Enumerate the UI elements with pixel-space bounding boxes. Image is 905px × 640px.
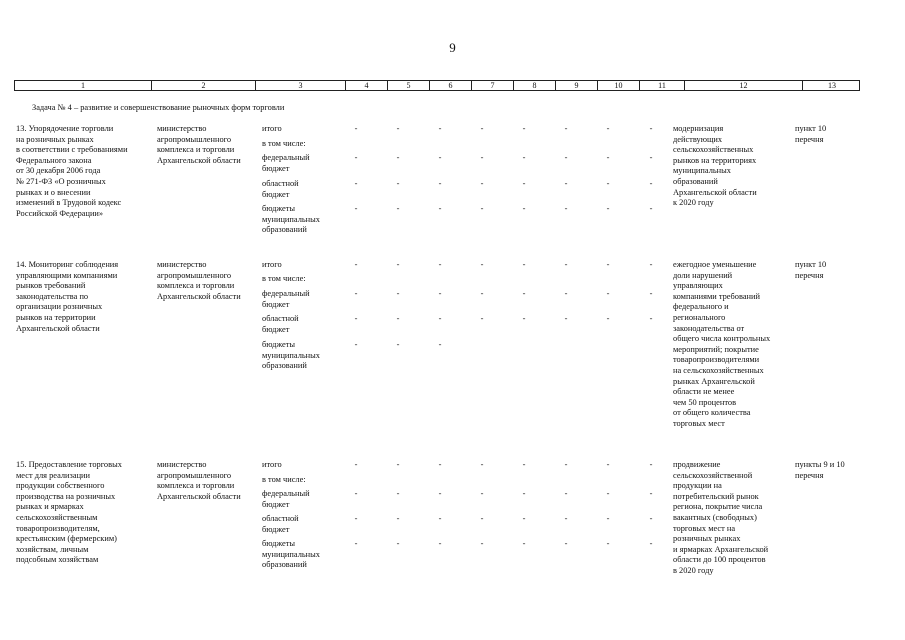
- dash-cell: -: [522, 124, 526, 133]
- dash-cell: -: [606, 539, 610, 548]
- dash-cell: -: [396, 489, 400, 498]
- dash-cell: -: [396, 289, 400, 298]
- dash-cell: -: [522, 314, 526, 323]
- dash-cell: -: [396, 539, 400, 548]
- row-14-source-municipal: бюджеты муниципальных образований: [262, 340, 320, 371]
- dash-cell: -: [354, 204, 358, 213]
- header-col-2: 2: [151, 81, 255, 90]
- dash-cell: -: [354, 179, 358, 188]
- header-col-10: 10: [597, 81, 639, 90]
- row-15-source-total: итого: [262, 460, 282, 469]
- header-col-8: 8: [513, 81, 555, 90]
- row-13-result: модернизация действующих сельскохозяйственных рынков на территориях муниципальных образований Архангельской области к 2020 году: [673, 124, 757, 208]
- row-14-executor: министерство агропромышленного комплекса и торговли Архангельской области: [157, 260, 241, 301]
- header-col-3: 3: [255, 81, 345, 90]
- header-col-13: 13: [802, 81, 861, 90]
- row-13-source-regional: областной бюджет: [262, 179, 299, 199]
- dash-cell: -: [649, 514, 653, 523]
- dash-cell: -: [522, 260, 526, 269]
- dash-cell: -: [438, 204, 442, 213]
- dash-cell: -: [649, 289, 653, 298]
- dash-cell: -: [354, 260, 358, 269]
- dash-cell: -: [480, 539, 484, 548]
- dash-cell: -: [522, 514, 526, 523]
- row-13-source-incl: в том числе:: [262, 139, 306, 148]
- dash-cell: -: [480, 260, 484, 269]
- row-13-source-total: итого: [262, 124, 282, 133]
- dash-cell: -: [649, 124, 653, 133]
- dash-cell: -: [649, 179, 653, 188]
- row-14-source-federal: федеральный бюджет: [262, 289, 310, 309]
- row-14-name: 14. Мониторинг соблюдения управляющими компаниями рынков требований законодательства по организации розничных рынков на территории Архангельской области: [16, 260, 119, 333]
- dash-cell: -: [606, 460, 610, 469]
- dash-cell: -: [649, 204, 653, 213]
- dash-cell: -: [480, 179, 484, 188]
- header-col-5: 5: [387, 81, 429, 90]
- dash-cell: -: [564, 460, 568, 469]
- row-13-executor: министерство агропромышленного комплекса и торговли Архангельской области: [157, 124, 241, 165]
- dash-cell: -: [396, 514, 400, 523]
- dash-cell: -: [354, 514, 358, 523]
- row-14-ref: пункт 10 перечня: [795, 260, 827, 280]
- dash-cell: -: [354, 460, 358, 469]
- header-col-7: 7: [471, 81, 513, 90]
- dash-cell: -: [606, 514, 610, 523]
- dash-cell: -: [522, 489, 526, 498]
- dash-cell: -: [438, 539, 442, 548]
- dash-cell: -: [396, 153, 400, 162]
- dash-cell: -: [564, 153, 568, 162]
- dash-cell: -: [564, 289, 568, 298]
- dash-cell: -: [606, 204, 610, 213]
- row-15-source-municipal: бюджеты муниципальных образований: [262, 539, 320, 570]
- row-14-result: ежегодное уменьшение доли нарушений управляющих компаниями требований федерального и регионального законодательства от общего числа контрольных мероприятий; покрытие товаропроизводителями на сельскохозяйственных рынках Архангельской области не менее чем 50 процентов от общего количества торговых мест: [673, 260, 771, 428]
- row-13-source-federal: федеральный бюджет: [262, 153, 310, 173]
- dash-cell: -: [522, 289, 526, 298]
- dash-cell: -: [396, 460, 400, 469]
- row-13-source-municipal: бюджеты муниципальных образований: [262, 204, 320, 235]
- dash-cell: -: [522, 204, 526, 213]
- dash-cell: -: [606, 489, 610, 498]
- dash-cell: -: [564, 514, 568, 523]
- dash-cell: -: [564, 204, 568, 213]
- dash-cell: -: [606, 289, 610, 298]
- dash-cell: -: [354, 153, 358, 162]
- dash-cell: -: [649, 539, 653, 548]
- dash-cell: -: [649, 153, 653, 162]
- dash-cell: -: [564, 489, 568, 498]
- dash-cell: -: [354, 124, 358, 133]
- dash-cell: -: [606, 314, 610, 323]
- row-15-name: 15. Предоставление торговых мест для реализации продукции собственного производства на розничных рынках и ярмарках сельскохозяйственным товаропроизводителям, крестьянским (фермерским) хозяйствам, личным подсобным хозяйствам: [16, 460, 122, 565]
- task-title: Задача № 4 – развитие и совершенствование рыночных форм торговли: [32, 103, 285, 112]
- dash-cell: -: [480, 314, 484, 323]
- dash-cell: -: [522, 460, 526, 469]
- dash-cell: -: [649, 260, 653, 269]
- dash-cell: -: [438, 179, 442, 188]
- row-14-source-total: итого: [262, 260, 282, 269]
- row-13-name: 13. Упорядочение торговли на розничных рынках в соответствии с требованиями Федерального закона от 30 декабря 2006 года № 271-ФЗ «О розничных рынках и о внесении изменений в Трудовой кодекс Российской Федерации»: [16, 124, 128, 218]
- dash-cell: -: [396, 340, 400, 349]
- dash-cell: -: [606, 179, 610, 188]
- dash-cell: -: [438, 124, 442, 133]
- dash-cell: -: [438, 260, 442, 269]
- dash-cell: -: [649, 460, 653, 469]
- header-col-9: 9: [555, 81, 597, 90]
- dash-cell: -: [354, 489, 358, 498]
- row-15-executor: министерство агропромышленного комплекса и торговли Архангельской области: [157, 460, 241, 501]
- dash-cell: -: [522, 179, 526, 188]
- dash-cell: -: [438, 514, 442, 523]
- dash-cell: -: [438, 153, 442, 162]
- page-number: 9: [449, 40, 456, 55]
- dash-cell: -: [522, 153, 526, 162]
- dash-cell: -: [606, 153, 610, 162]
- row-15-source-regional: областной бюджет: [262, 514, 299, 534]
- dash-cell: -: [564, 124, 568, 133]
- dash-cell: -: [522, 539, 526, 548]
- dash-cell: -: [396, 124, 400, 133]
- dash-cell: -: [480, 124, 484, 133]
- dash-cell: -: [649, 314, 653, 323]
- dash-cell: -: [564, 314, 568, 323]
- dash-cell: -: [354, 539, 358, 548]
- dash-cell: -: [438, 289, 442, 298]
- dash-cell: -: [396, 179, 400, 188]
- row-13-ref: пункт 10 перечня: [795, 124, 827, 144]
- dash-cell: -: [480, 489, 484, 498]
- row-15-ref: пункты 9 и 10 перечня: [795, 460, 845, 480]
- row-15-source-incl: в том числе:: [262, 475, 306, 484]
- dash-cell: -: [564, 260, 568, 269]
- dash-cell: -: [564, 179, 568, 188]
- dash-cell: -: [396, 204, 400, 213]
- row-14-source-incl: в том числе:: [262, 274, 306, 283]
- dash-cell: -: [606, 124, 610, 133]
- dash-cell: -: [480, 289, 484, 298]
- row-14-source-regional: областной бюджет: [262, 314, 299, 334]
- dash-cell: -: [564, 539, 568, 548]
- dash-cell: -: [480, 460, 484, 469]
- dash-cell: -: [396, 260, 400, 269]
- header-col-1: 1: [81, 81, 85, 90]
- row-15-result: продвижение сельскохозяйственной продукции на потребительский рынок региона, покрытие числа вакантных (свободных) торговых мест на розничных рынках и ярмарках Архангельской области до 100 процентов в 2020 году: [673, 460, 769, 575]
- dash-cell: -: [480, 514, 484, 523]
- dash-cell: -: [438, 489, 442, 498]
- dash-cell: -: [438, 340, 442, 349]
- dash-cell: -: [354, 289, 358, 298]
- dash-cell: -: [438, 460, 442, 469]
- dash-cell: -: [438, 314, 442, 323]
- dash-cell: -: [649, 489, 653, 498]
- header-col-4: 4: [345, 81, 387, 90]
- header-col-6: 6: [429, 81, 471, 90]
- dash-cell: -: [354, 314, 358, 323]
- dash-cell: -: [354, 340, 358, 349]
- header-col-11: 11: [639, 81, 684, 90]
- header-col-12: 12: [684, 81, 802, 90]
- dash-cell: -: [606, 260, 610, 269]
- dash-cell: -: [396, 314, 400, 323]
- dash-cell: -: [480, 153, 484, 162]
- dash-cell: -: [480, 204, 484, 213]
- table-header-row: [14, 80, 860, 91]
- row-15-source-federal: федеральный бюджет: [262, 489, 310, 509]
